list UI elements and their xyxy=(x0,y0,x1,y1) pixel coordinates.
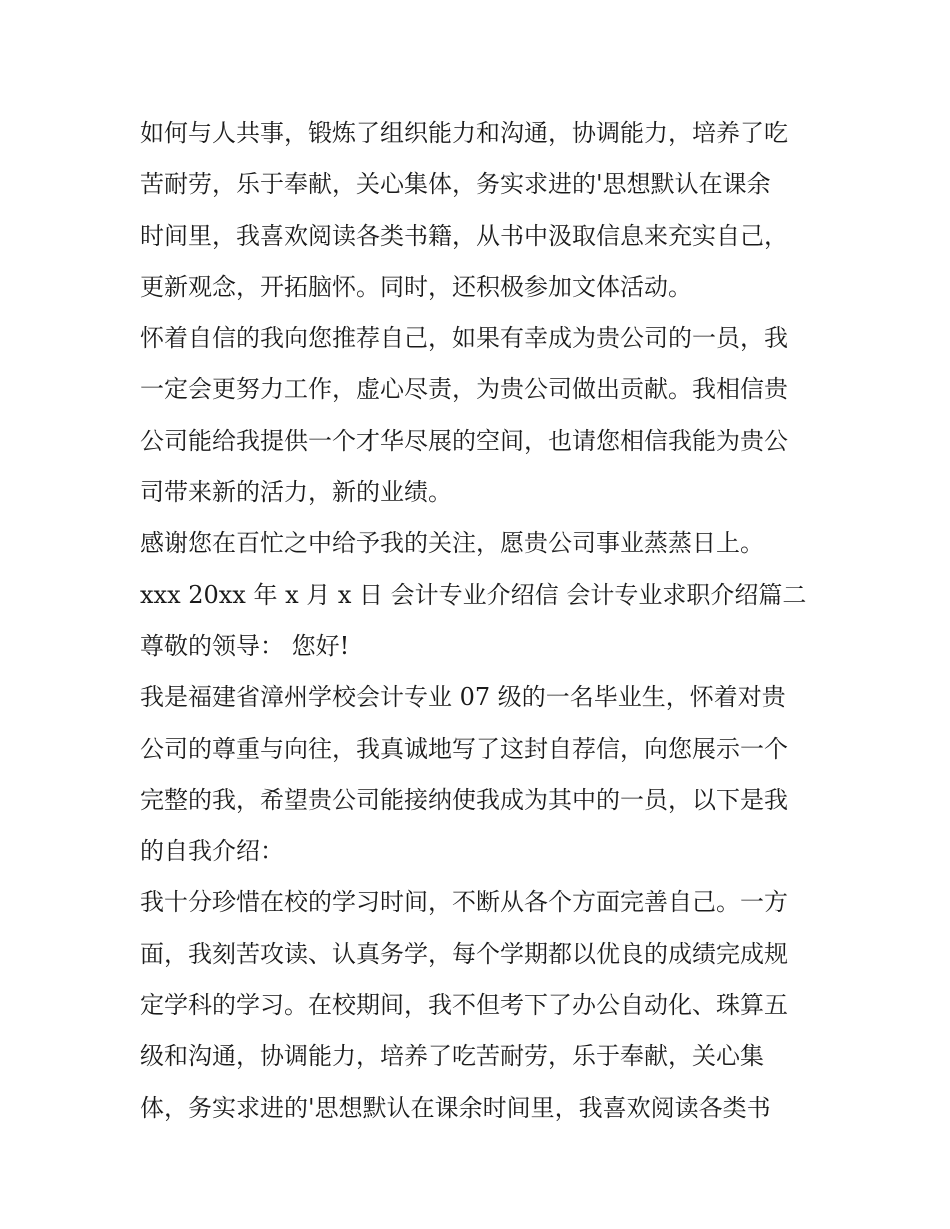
text-line: 公司能给我提供一个才华尽展的空间，也请您相信我能为贵公 xyxy=(140,426,788,455)
text-line: 的自我介绍： xyxy=(140,837,284,866)
text-line: 一定会更努力工作，虚心尽责，为贵公司做出贡献。我相信贵 xyxy=(140,375,788,404)
text-line: xxx 20xx 年 x 月 x 日 会计专业介绍信 会计专业求职介绍篇二 xyxy=(140,580,807,609)
document-body xyxy=(140,108,820,1134)
text-line: 完整的我，希望贵公司能接纳使我成为其中的一员，以下是我 xyxy=(140,785,788,814)
text-line: 更新观念，开拓脑怀。同时，还积极参加文体活动。 xyxy=(140,272,692,301)
text-line: 怀着自信的我向您推荐自己，如果有幸成为贵公司的一员，我 xyxy=(140,324,788,353)
text-line: 定学科的学习。在校期间，我不但考下了办公自动化、珠算五 xyxy=(140,991,788,1020)
text-line: 时间里，我喜欢阅读各类书籍，从书中汲取信息来充实自己， xyxy=(140,221,788,250)
text-line: 苦耐劳，乐于奉献，关心集体，务实求进的'思想默认在课余 xyxy=(140,170,771,199)
text-line: 面，我刻苦攻读、认真务学，每个学期都以优良的成绩完成规 xyxy=(140,939,788,968)
text-line: 公司的尊重与向往，我真诚地写了这封自荐信，向您展示一个 xyxy=(140,734,788,763)
text-line: 级和沟通，协调能力，培养了吃苦耐劳，乐于奉献，关心集 xyxy=(140,1042,764,1071)
text-line: 如何与人共事，锻炼了组织能力和沟通，协调能力，培养了吃 xyxy=(140,119,788,147)
text-line: 我十分珍惜在校的学习时间，不断从各个方面完善自己。一方 xyxy=(140,888,788,917)
text-line: 我是福建省漳州学校会计专业 07 级的一名毕业生，怀着对贵 xyxy=(140,683,786,712)
text-line: 尊敬的领导： 您好! xyxy=(140,631,350,660)
text-line: 司带来新的活力，新的业绩。 xyxy=(140,478,452,507)
text-line: 感谢您在百忙之中给予我的关注，愿贵公司事业蒸蒸日上。 xyxy=(140,529,764,558)
text-line: 体，务实求进的'思想默认在课余时间里，我喜欢阅读各类书 xyxy=(140,1093,771,1122)
